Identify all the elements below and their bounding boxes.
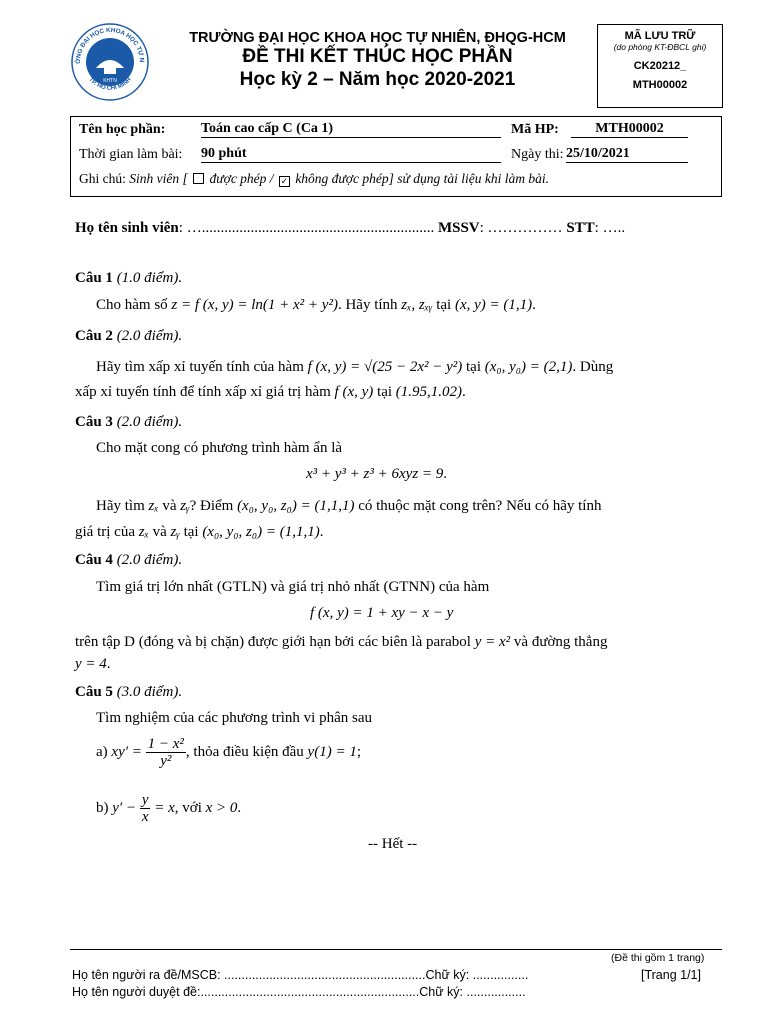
student-name-label: Họ tên sinh viên: [75, 220, 179, 236]
q5-part-a: a) xy′ = $\frac{\text{1 − x²}}{\text{y²}}$ , thỏa điều kiện đầu y(1) = 1;: [96, 736, 361, 769]
q2-formula: f (x, y) = √(25 − 2x² − y²): [307, 359, 463, 375]
university-name: TRƯỜNG ĐẠI HỌC KHOA HỌC TỰ NHIÊN, ĐHQG-HCM: [189, 30, 566, 46]
q3-equation: x³ + y³ + z³ + 6xyz = 9.: [306, 466, 448, 482]
note-label: Ghi chú:: [79, 171, 126, 186]
code-value: MTH00002: [571, 121, 688, 138]
time-value: 90 phút: [201, 146, 501, 163]
archive-code-1: CK20212_: [633, 60, 687, 72]
q1-points: (1.0 điểm).: [116, 270, 183, 286]
q4-title: Câu 4: [75, 552, 113, 568]
q4-line1: Tìm giá trị lớn nhất (GTLN) và giá trị nhỏ nhất (GTNN) của hàm: [96, 579, 490, 595]
note-not-allowed: không được phép: [295, 171, 389, 186]
q3-heading: [75, 414, 182, 431]
q3-title: Câu 3: [75, 414, 113, 430]
q4-heading: [75, 552, 182, 569]
course-value: Toán cao cấp C (Ca 1): [201, 121, 501, 138]
end-marker: -- Hết --: [368, 836, 418, 852]
semester-year: Học kỳ 2 – Năm học 2020-2021: [239, 69, 516, 90]
archive-note: (do phòng KT-ĐBCL ghi): [613, 42, 707, 52]
reviewer-line: Họ tên người duyệt đề:...............................................................Chữ ký: .................: [72, 985, 526, 999]
q5-line1: Tìm nghiệm của các phương trình vi phân sau: [96, 710, 372, 726]
q2-point: (x₀, y₀) = (2,1): [484, 359, 573, 375]
q2-body-line1: Hãy tìm xấp xỉ tuyến tính của hàm f (x, y) = √(25 − 2x² − y²) tại (x₀, y₀) = (2,1). Dùng: [96, 359, 614, 375]
q2-body-line2: xấp xỉ tuyến tính để tính xấp xỉ giá trị hàm f (x, y) tại (1.95,1.02).: [75, 384, 466, 400]
q2-heading: [75, 328, 182, 345]
note-allowed: được phép /: [209, 171, 274, 186]
q3-line3: Hãy tìm zₓ và zᵧ? Điểm (x₀, y₀, z₀) = (1,1,1) có thuộc mặt cong trên? Nếu có hãy tính: [96, 498, 602, 514]
q2-title: Câu 2: [75, 328, 113, 344]
logo-text-bottom: TP. HỒ CHÍ MINH: [87, 76, 133, 92]
mssv-dots: : ……………: [479, 220, 563, 236]
q5-points: (3.0 điểm).: [116, 684, 183, 700]
university-logo: [70, 22, 150, 102]
course-label: Tên học phần:: [79, 122, 166, 137]
date-label: Ngày thi:: [511, 147, 564, 162]
code-label-row: [511, 122, 559, 142]
q1-heading: [75, 270, 182, 287]
code-label: Mã HP:: [511, 122, 559, 137]
student-name-dots: : …..............................................................: [178, 220, 435, 236]
q5-title: Câu 5: [75, 684, 113, 700]
q4-line4: y = 4.: [75, 656, 111, 672]
q5-part-b: b) y′ − $\frac{y}{x}$ = x, với x > 0.: [96, 792, 242, 825]
q1-vars: zₓ, zₓᵧ: [401, 297, 433, 313]
note-part2: ] sử dụng tài liệu khi làm bài.: [388, 171, 549, 186]
q1-body: Cho hàm số z = f (x, y) = ln(1 + x² + y²). Hãy tính zₓ, zₓᵧ tại (x, y) = (1,1).: [96, 297, 536, 313]
exam-header: [160, 30, 595, 92]
archive-code-2: MTH00002: [632, 79, 688, 91]
course-info-box: [70, 116, 722, 197]
q4-line3: trên tập D (đóng và bị chặn) được giới hạn bởi các biên là parabol y = x² và đường thẳng: [75, 634, 608, 650]
q2-approx-point: (1.95,1.02): [395, 384, 463, 400]
note-row: [79, 171, 549, 191]
time-row: [79, 147, 182, 167]
q1-title: Câu 1: [75, 270, 113, 286]
page-count-note: (Đề thi gồm 1 trang): [611, 952, 705, 964]
archive-code-box: [597, 24, 723, 108]
course-row: [79, 122, 165, 142]
q4-points: (2.0 điểm).: [116, 552, 183, 568]
q5-a-fraction: $\frac{\text{1 − x²}}{\text{y²}}$: [147, 736, 184, 769]
time-label: Thời gian làm bài:: [79, 147, 183, 162]
exam-title: ĐỀ THI KẾT THÚC HỌC PHẦN: [242, 46, 513, 67]
q1-formula: z = f (x, y) = ln(1 + x² + y²): [171, 297, 338, 313]
stt-label: STT: [566, 220, 595, 236]
q4-equation: f (x, y) = 1 + xy − x − y: [310, 605, 454, 621]
mssv-label: MSSV: [437, 220, 480, 236]
q2-points: (2.0 điểm).: [116, 328, 183, 344]
q3-points: (2.0 điểm).: [116, 414, 183, 430]
author-line: Họ tên người ra đề/MSCB: ..........................................................Chữ ký: ................: [72, 968, 529, 982]
q5-b-fraction: $\frac{y}{x}$: [141, 792, 149, 825]
archive-title: MÃ LƯU TRỮ: [624, 30, 696, 42]
q1-point: (x, y) = (1,1): [454, 297, 533, 313]
q3-line4: giá trị của zₓ và zᵧ tại (x₀, y₀, z₀) = (1,1,1).: [75, 524, 324, 540]
checkbox-checked-icon: ✓: [280, 176, 289, 186]
student-line: [75, 220, 725, 237]
logo-center-text: KHTN: [103, 78, 117, 84]
date-label-row: [511, 147, 564, 167]
q3-line1: Cho mặt cong có phương trình hàm ẩn là: [96, 440, 343, 456]
q5-heading: [75, 684, 182, 701]
stt-dots: : …..: [594, 220, 626, 236]
page-number: [Trang 1/1]: [641, 968, 701, 982]
footer-divider: [70, 949, 722, 950]
logo-text-top: ỜNG ĐẠI HỌC KHOA HỌC TỰ N: [74, 26, 146, 64]
date-value: 25/10/2021: [566, 146, 688, 163]
checkbox-empty-icon: [193, 173, 204, 184]
note-part1: Sinh viên [: [129, 171, 188, 186]
